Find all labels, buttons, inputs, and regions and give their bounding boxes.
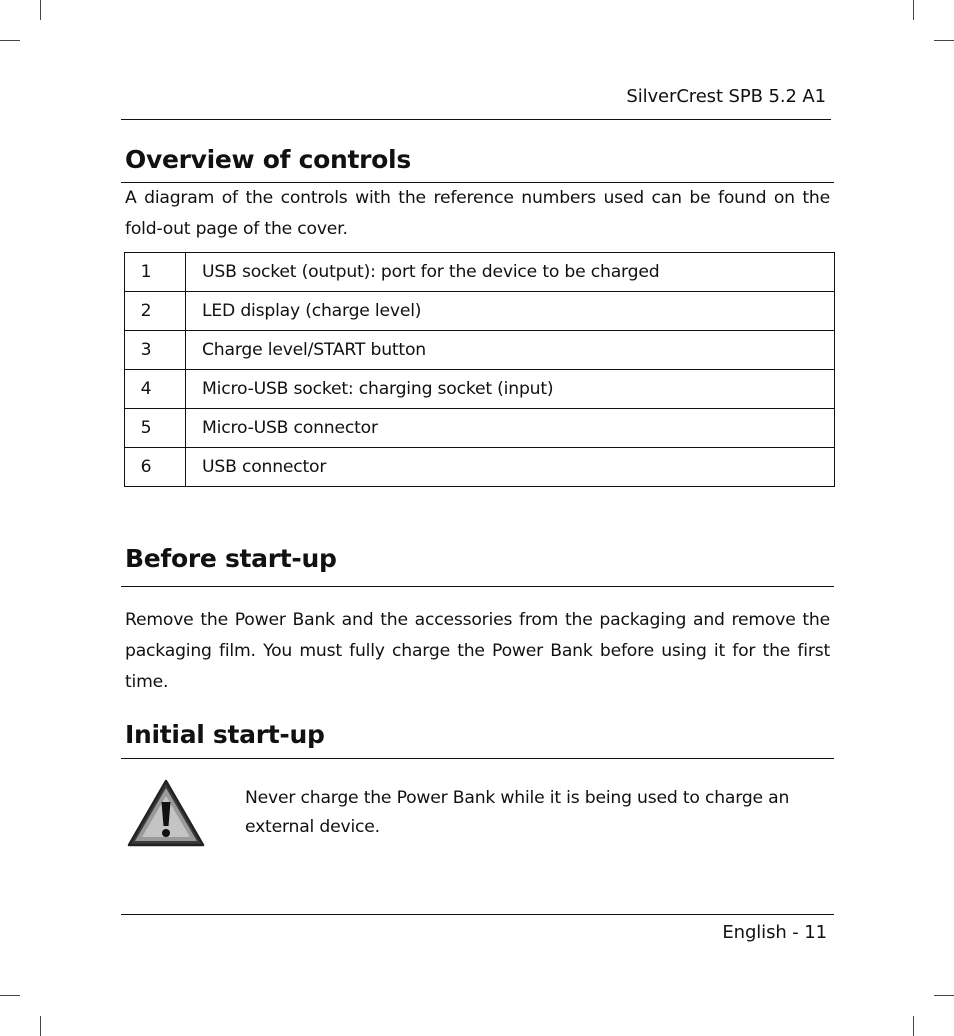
- control-number: 4: [125, 370, 186, 409]
- crop-mark: [40, 1016, 41, 1036]
- section-heading-overview: Overview of controls: [125, 145, 411, 174]
- control-number: 3: [125, 331, 186, 370]
- table-row: [125, 409, 835, 448]
- control-number: 1: [125, 253, 186, 292]
- control-number: 2: [125, 292, 186, 331]
- table-row: [125, 370, 835, 409]
- control-number: 5: [125, 409, 186, 448]
- table-row: [125, 448, 835, 487]
- header-rule: [121, 119, 831, 120]
- crop-mark: [934, 995, 954, 996]
- control-description: USB connector: [186, 448, 835, 487]
- control-description: Micro-USB connector: [186, 409, 835, 448]
- crop-mark: [913, 0, 914, 20]
- crop-mark: [913, 1016, 914, 1036]
- control-description: LED display (charge level): [186, 292, 835, 331]
- control-description: Micro-USB socket: charging socket (input): [186, 370, 835, 409]
- page-number: English - 11: [722, 922, 827, 943]
- crop-mark: [0, 40, 20, 41]
- crop-mark: [934, 40, 954, 41]
- control-number: 6: [125, 448, 186, 487]
- section-rule: [121, 586, 834, 587]
- section-heading-before-startup: Before start-up: [125, 544, 337, 573]
- controls-table: [124, 252, 835, 487]
- before-startup-body: Remove the Power Bank and the accessories from the packaging and remove the packaging film. You must fully charge the Power Bank before using it for the first time.: [125, 610, 830, 692]
- control-description: Charge level/START button: [186, 331, 835, 370]
- table-row: [125, 331, 835, 370]
- section-heading-initial-startup: Initial start-up: [125, 720, 325, 749]
- crop-mark: [40, 0, 41, 20]
- control-description: USB socket (output): port for the device to be charged: [186, 253, 835, 292]
- table-row: [125, 292, 835, 331]
- crop-mark: [0, 995, 20, 996]
- section-rule: [121, 758, 834, 759]
- document-header-title: SilverCrest SPB 5.2 A1: [626, 86, 826, 107]
- overview-intro: A diagram of the controls with the reference numbers used can be found on the fold-out page of the cover.: [125, 188, 830, 239]
- footer-rule: [121, 914, 834, 915]
- warning-triangle-icon: [127, 778, 205, 848]
- warning-message: Never charge the Power Bank while it is being used to charge an external device.: [245, 788, 790, 837]
- table-row: [125, 253, 835, 292]
